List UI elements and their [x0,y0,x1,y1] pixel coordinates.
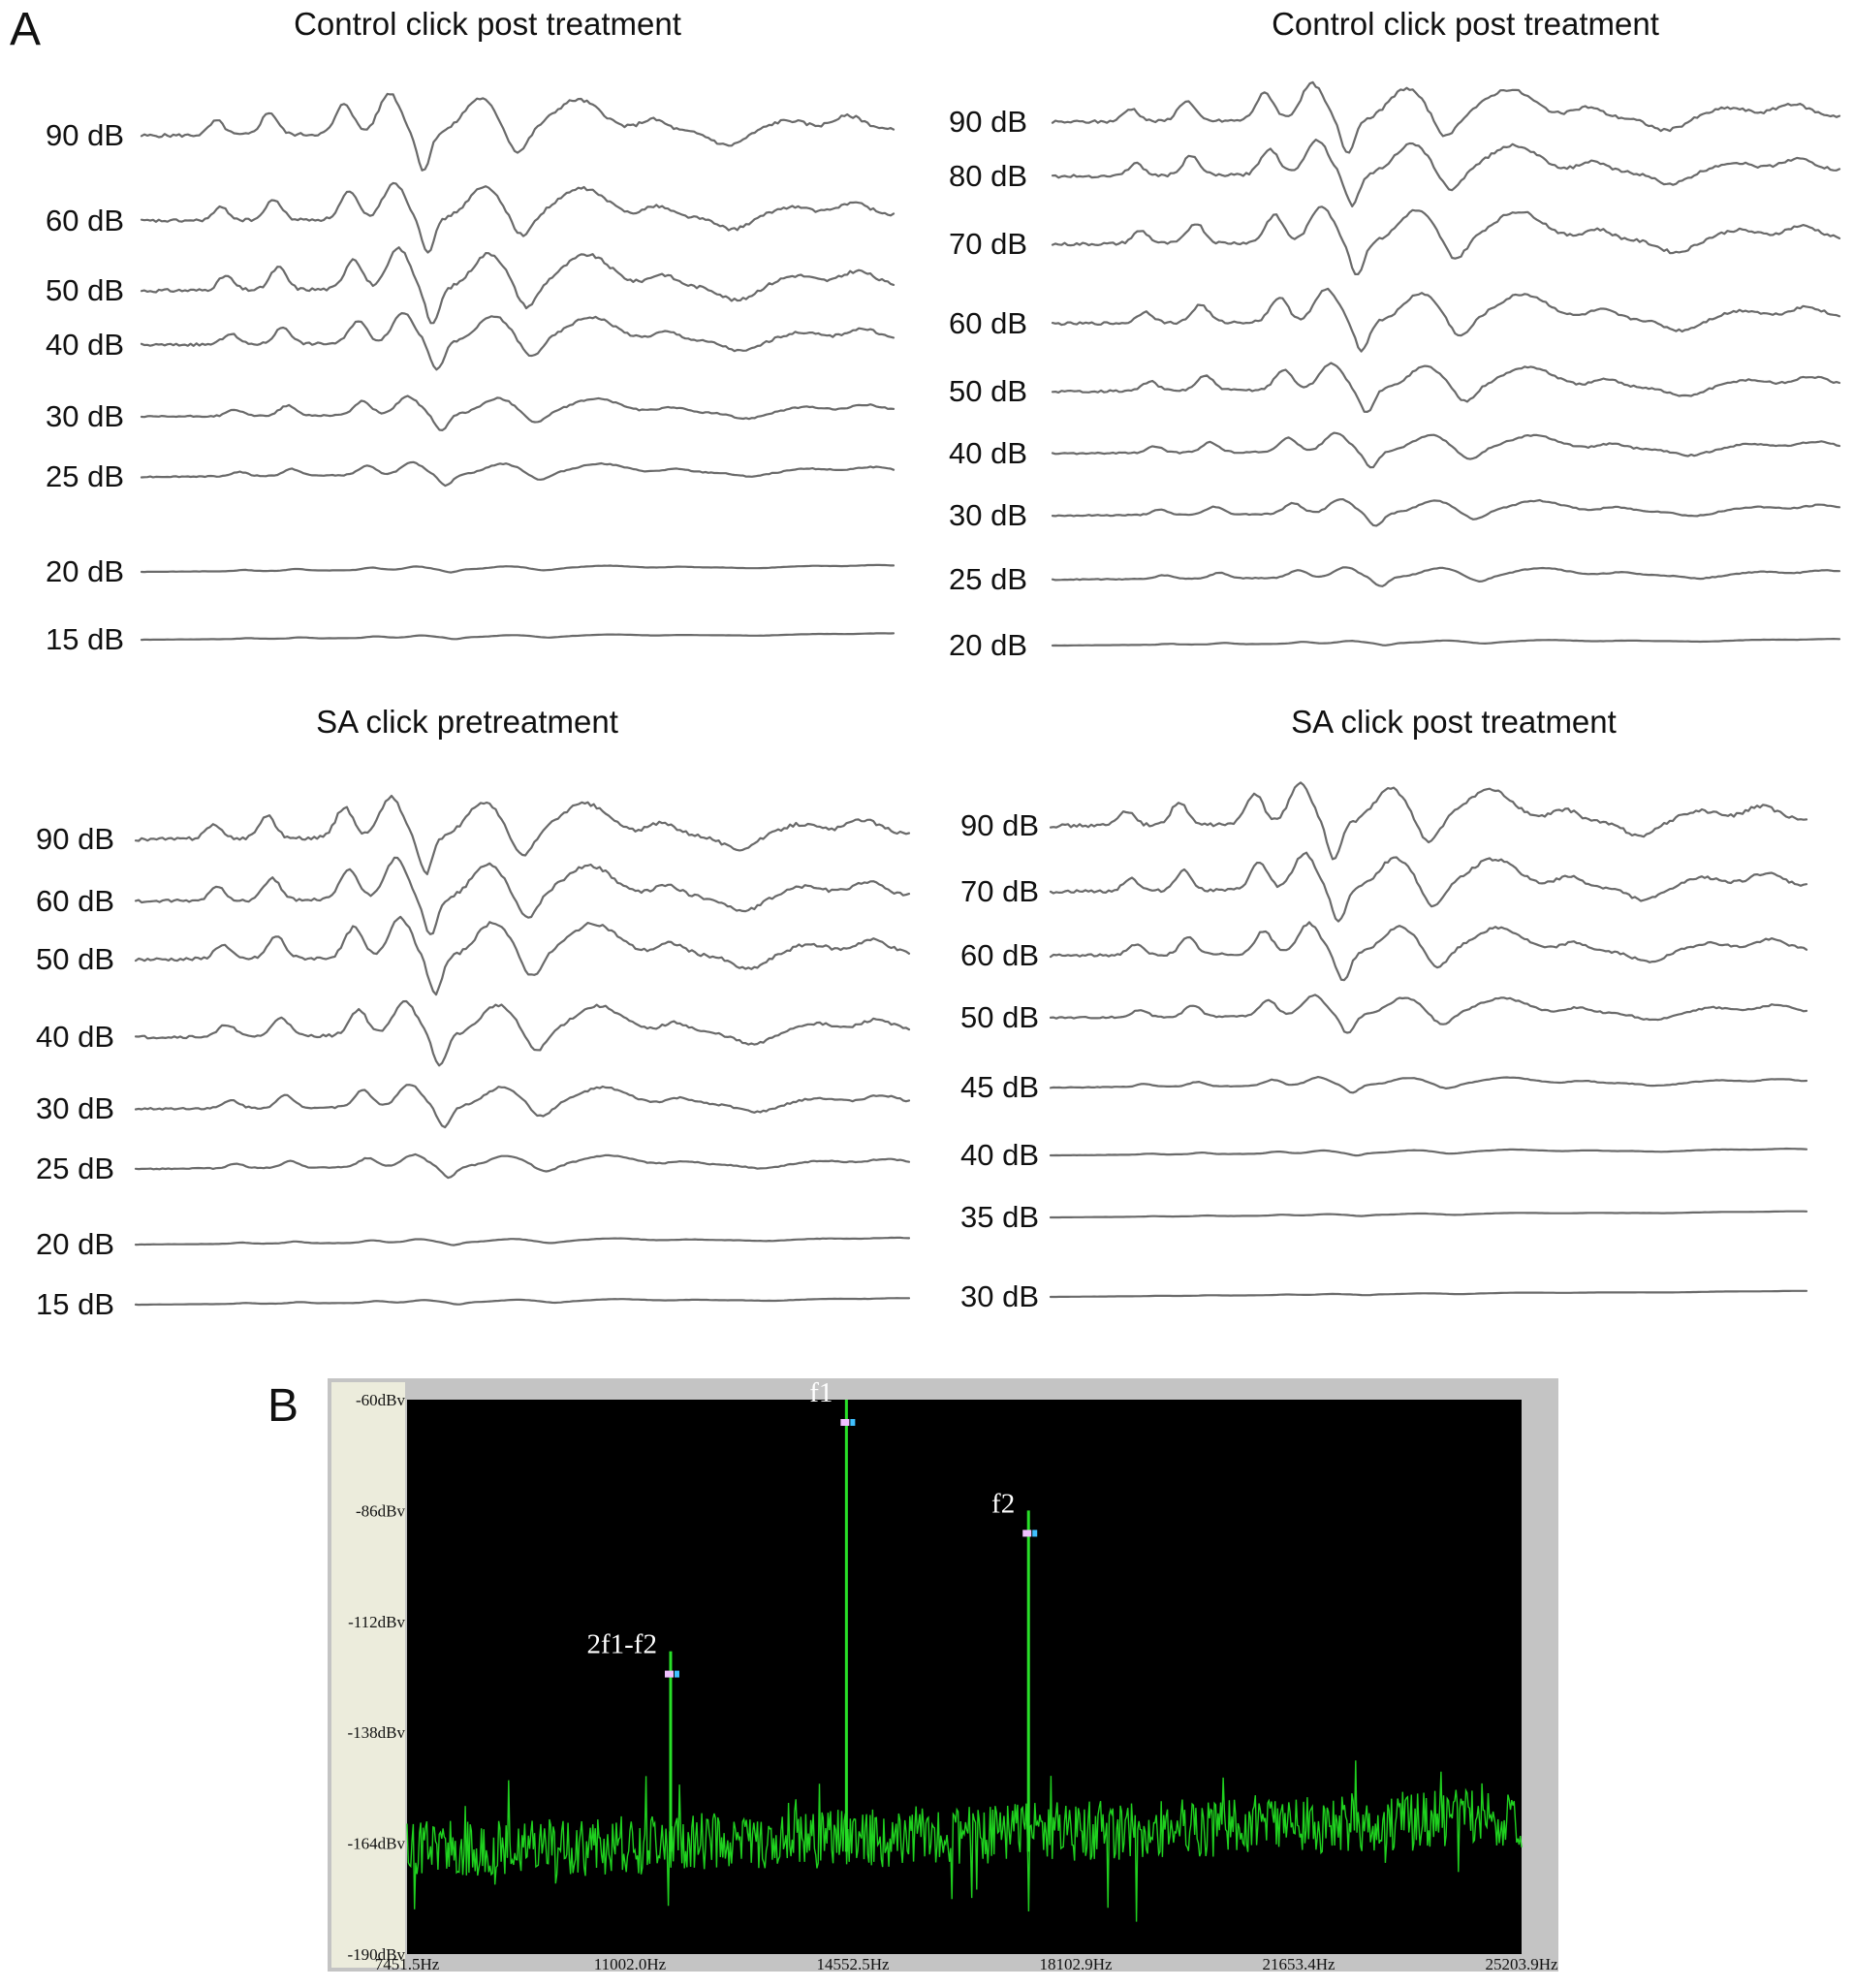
panel-title: SA click post treatment [1291,704,1617,740]
peak-marker [1032,1530,1037,1536]
abr-trace [1051,1149,1807,1155]
db-label: 50 dB [45,273,124,307]
spectrum-y-axis-area [331,1382,405,1968]
peak-label: 2f1-f2 [586,1628,657,1660]
abr-panel-sa-pretreatment [36,704,909,1321]
abr-trace [136,1154,909,1178]
peak-marker [665,1671,674,1678]
db-label: 90 dB [959,808,1039,842]
db-label: 90 dB [948,105,1027,139]
db-label: 40 dB [45,328,124,362]
db-label: 40 dB [948,436,1027,470]
db-label: 50 dB [35,942,114,976]
db-label: 30 dB [959,1279,1039,1313]
db-label: 25 dB [948,562,1027,596]
abr-trace [141,462,894,486]
abr-trace [1053,499,1839,525]
spectrum-y-tick: -138dBv [347,1723,405,1743]
db-label: 20 dB [35,1227,114,1261]
db-label: 80 dB [948,159,1027,193]
spectrum-y-tick: -164dBv [347,1834,405,1853]
abr-trace [1051,1212,1807,1217]
abr-trace [1051,1077,1807,1092]
abr-trace [136,858,909,934]
db-label: 90 dB [45,118,124,152]
db-label: 20 dB [948,628,1027,662]
db-label: 30 dB [948,498,1027,532]
abr-trace [141,183,894,253]
abr-trace [1053,433,1839,468]
panel-title: Control click post treatment [294,6,681,42]
db-label: 20 dB [45,554,124,588]
panel-title: Control click post treatment [1272,6,1659,42]
abr-trace [141,313,894,369]
abr-trace [1053,567,1839,586]
abr-trace [1051,782,1807,859]
spectrum-x-tick: 25203.9Hz [1485,1955,1558,1973]
abr-trace [136,1238,909,1246]
spectrum-y-tick: -112dBv [348,1612,405,1631]
abr-trace [1051,1291,1807,1297]
spectrum-plot-area [407,1400,1522,1954]
db-label: 60 dB [45,204,124,237]
abr-trace [1053,289,1839,352]
spectrum-x-tick: 7451.5Hz [374,1955,440,1973]
peak-label: f1 [809,1377,833,1408]
db-label: 30 dB [45,399,124,433]
spectrum-y-tick: -60dBv [356,1391,405,1409]
abr-trace [141,565,894,573]
dpoae-spectrum-panel [328,1377,1558,1973]
peak-marker [850,1419,855,1426]
db-label: 35 dB [959,1200,1039,1234]
db-label: 70 dB [948,227,1027,261]
peak-marker [1022,1530,1031,1536]
abr-panel-control-right [949,6,1839,662]
abr-trace [136,796,909,874]
abr-trace [141,396,894,430]
panel-letter-b: B [267,1380,299,1432]
spectrum-x-tick: 11002.0Hz [593,1955,667,1973]
db-label: 25 dB [35,1152,114,1185]
abr-trace [1051,994,1807,1032]
abr-trace [1053,639,1839,646]
abr-panel-control-left [46,6,894,656]
spectrum-y-tick: -86dBv [356,1501,405,1521]
db-label: 50 dB [948,374,1027,408]
abr-trace [1053,140,1839,206]
peak-marker [675,1671,679,1678]
abr-trace [136,1001,909,1065]
db-label: 15 dB [45,622,124,656]
db-label: 60 dB [948,306,1027,340]
abr-trace [1053,363,1839,412]
panel-title: SA click pretreatment [316,704,618,740]
abr-trace [141,94,894,171]
abr-panel-sa-post-treatment [960,704,1807,1313]
db-label: 40 dB [959,1138,1039,1172]
spectrum-x-tick: 14552.5Hz [816,1955,890,1973]
abr-trace [1051,922,1807,980]
panel-letter-a: A [10,4,42,55]
abr-trace [1053,206,1839,274]
db-label: 90 dB [35,822,114,856]
spectrum-x-tick: 21653.4Hz [1262,1955,1336,1973]
peak-marker [840,1419,849,1426]
abr-trace [141,247,894,323]
abr-trace [141,633,894,640]
abr-trace [136,1085,909,1127]
abr-trace [136,917,909,994]
db-label: 45 dB [959,1070,1039,1104]
peak-label: f2 [991,1488,1016,1520]
db-label: 40 dB [35,1020,114,1054]
db-label: 60 dB [959,938,1039,972]
db-label: 70 dB [959,874,1039,908]
db-label: 30 dB [35,1091,114,1125]
abr-trace [1051,853,1807,922]
spectrum-y-tick: -190dBv [347,1945,405,1964]
spectrum-x-tick: 18102.9Hz [1039,1955,1113,1973]
db-label: 15 dB [35,1287,114,1321]
db-label: 50 dB [959,1000,1039,1034]
db-label: 25 dB [45,459,124,493]
abr-trace [1053,82,1839,153]
db-label: 60 dB [35,884,114,918]
abr-trace [136,1298,909,1305]
